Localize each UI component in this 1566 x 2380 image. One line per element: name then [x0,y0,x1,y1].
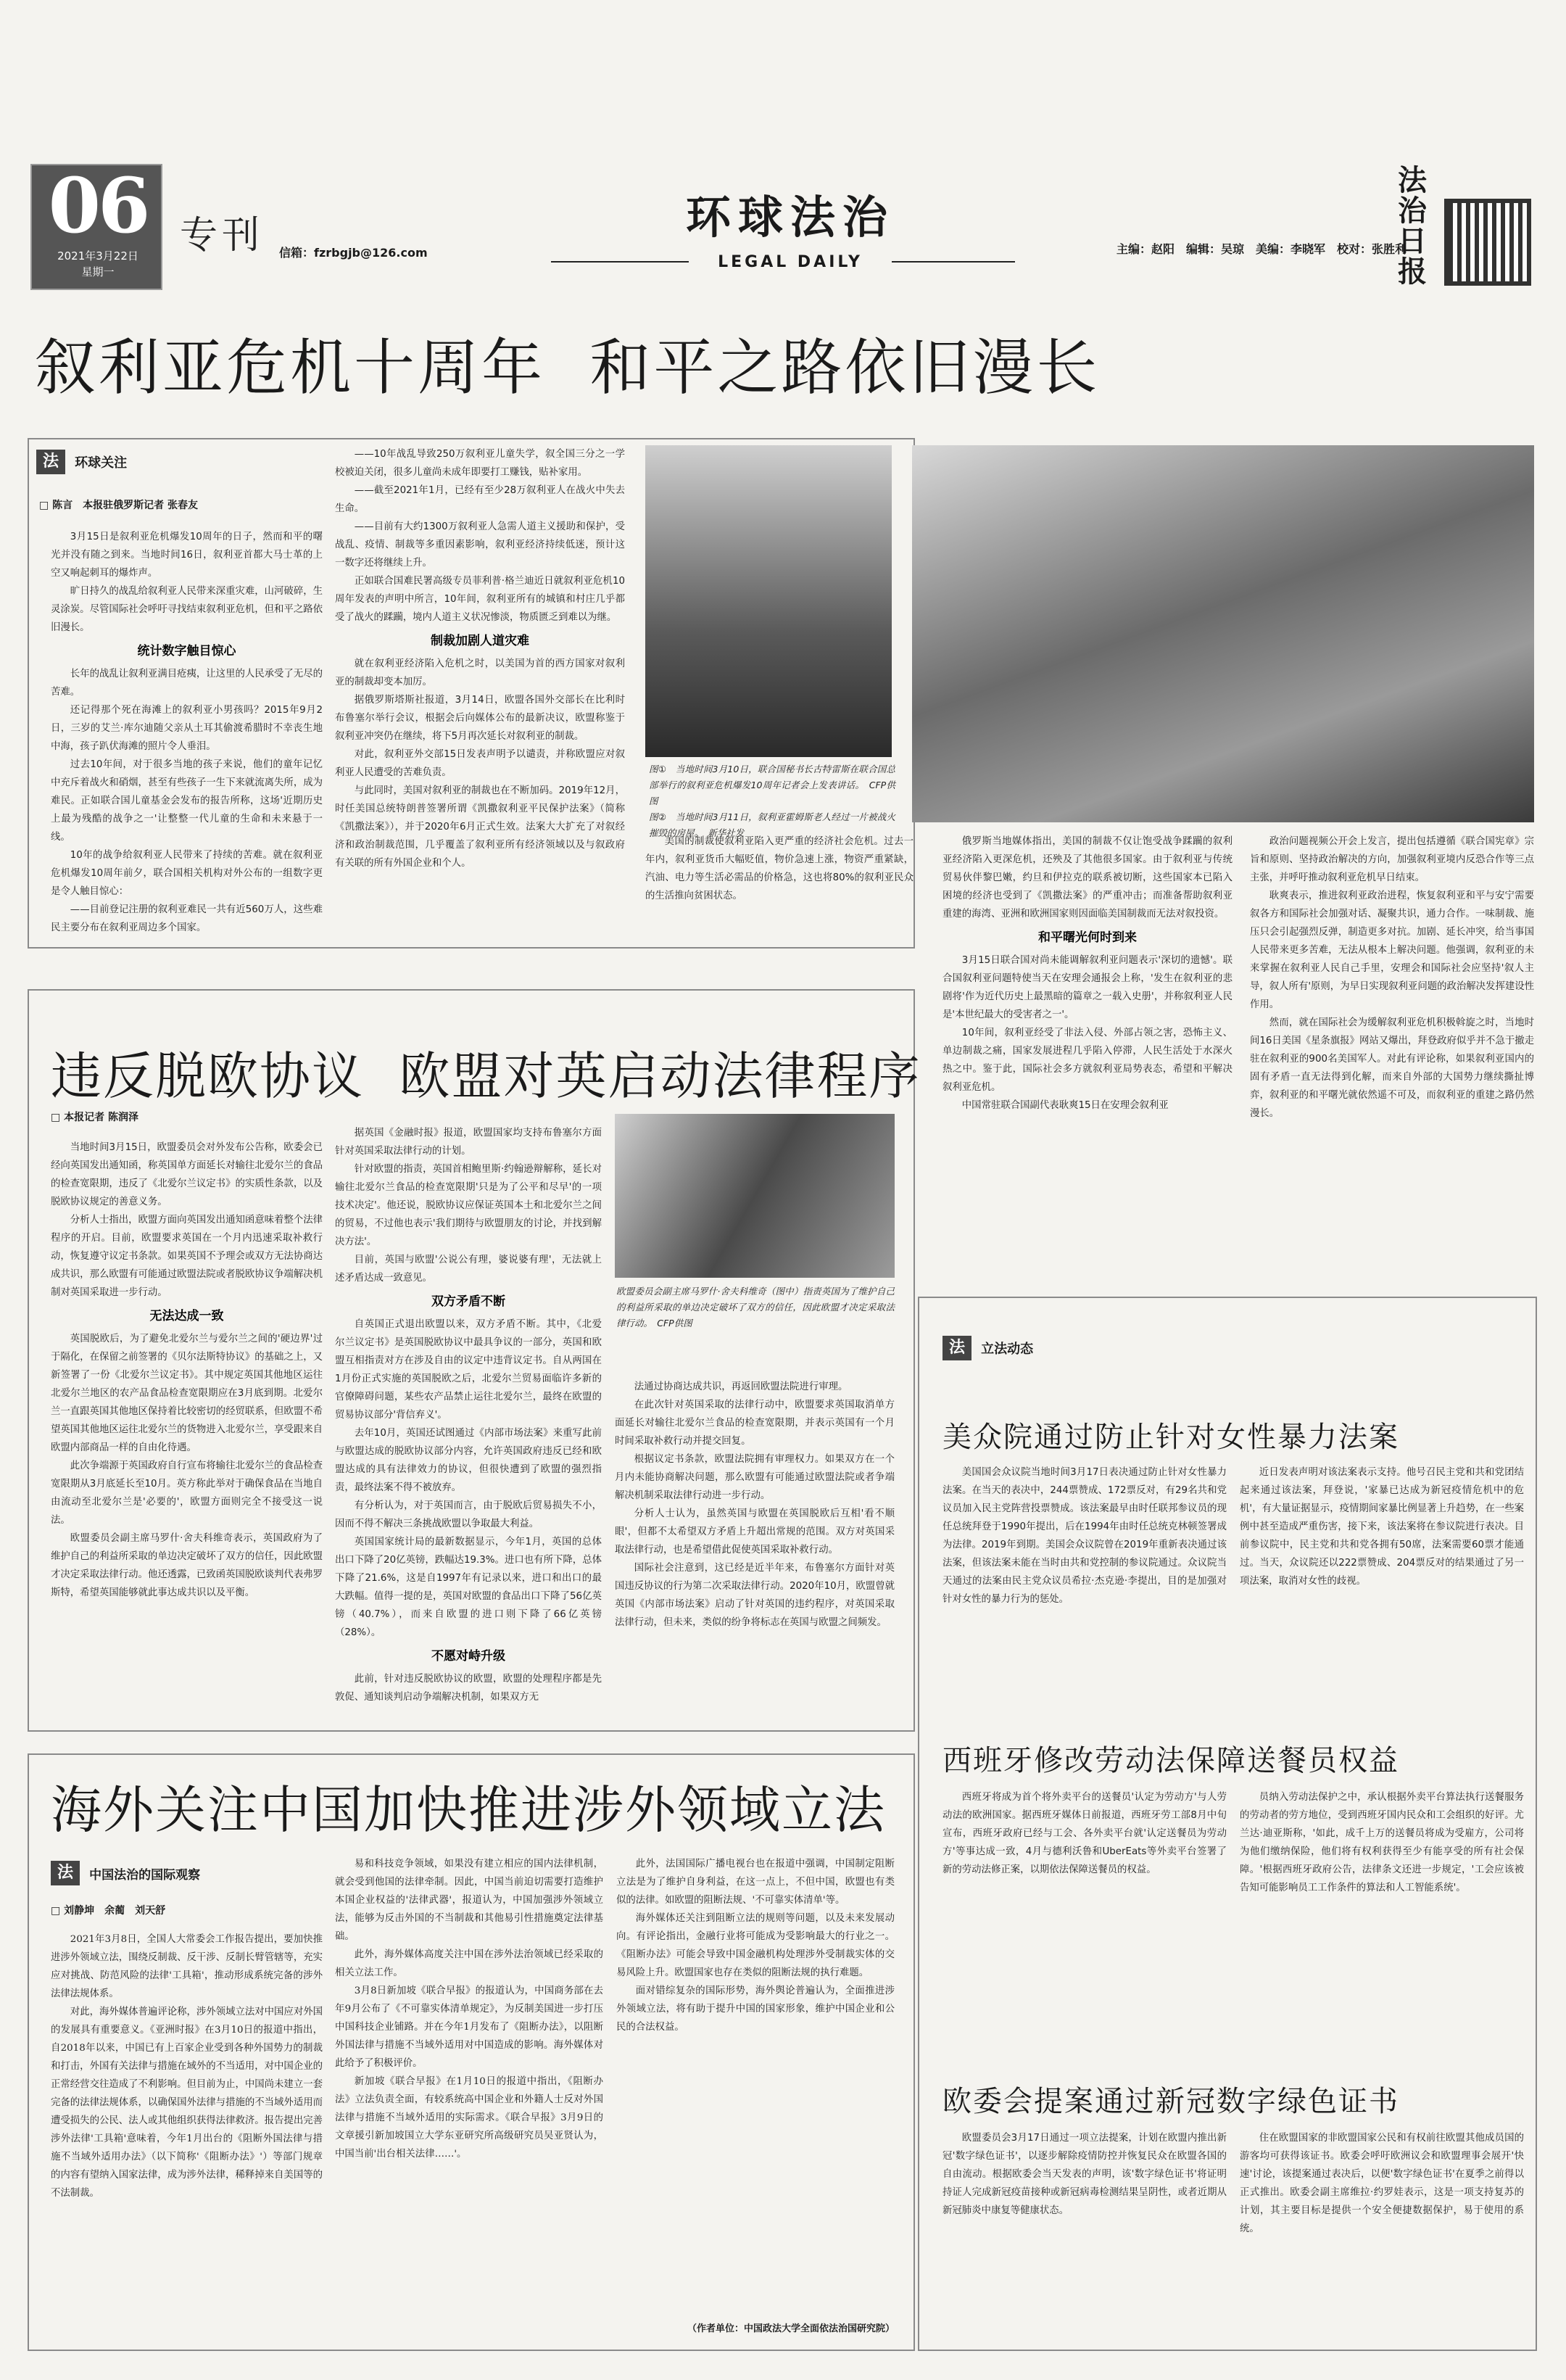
es-col1 [942,1788,1227,1879]
lead-photo-caption: 图① 当地时间3月10日，联合国秘书长古特雷斯在联合国总部举行的叙利亚危机爆发10周年记者会上发表讲话。 CFP供图 图② 当地时间3月11日，叙利亚霍姆斯老人经过一片被战火摧毁的房屋。 新华社发 [649,764,895,838]
es-headline: 西班牙修改劳动法保障送餐员权益 [942,1744,1399,1777]
qr-code-icon[interactable] [1449,203,1527,281]
eu-cert-col2 [1240,2129,1524,2238]
foreign-byline: □ 刘静坤 余蔺 刘天舒 [51,1905,166,1917]
paragraph: 就在叙利亚经济陷入危机之时，以美国为首的西方国家对叙利亚的制裁却变本加厉。 [335,658,625,687]
eu-headline: 违反脱欧协议 欧盟对英启动法律程序 [51,1046,921,1106]
paragraph: 2021年3月8日，全国人大常委会工作报告提出，要加快推进涉外领域立法，围绕反制裁、反干涉、反制长臂管辖等，充实应对挑战、防范风险的法律'工具箱'，推动形成系统完备的涉外法律法规体系。 [51,1934,323,1999]
paragraph: 国际社会注意到，这已经是近半年来，布鲁塞尔方面针对英国违反协议的行为第二次采取法律行动。2020年10月，欧盟曾就英国《内部市场法案》启动了针对英国的违约程序，对英国采取法律行动，但未来，类似的纷争将标志在英国与欧盟之间频发。 [615,1563,895,1628]
column-label: 中国法治的国际观察 [89,1867,201,1883]
paragraph: 长年的战乱让叙利亚满目疮痍，让这里的人民承受了无尽的苦难。 [51,669,323,698]
paper-logo: 法治日报 [1398,164,1427,289]
paragraph: ——目前有大约1300万叙利亚人急需人道主义援助和保护，受战乱、疫情、制裁等多重因素影响，叙利亚经济持续低迷，预计这一数字还将继续上升。 [335,521,625,569]
paragraph: 还记得那个死在海滩上的叙利亚小男孩吗？2015年9月2日，三岁的艾兰·库尔迪随父亲从土耳其偷渡希腊时不幸丧生地中海，孩子趴伏海滩的照片令人垂泪。 [51,705,323,752]
eu-cert-col1 [942,2129,1227,2220]
paragraph: 3月15日是叙利亚危机爆发10周年的日子，然而和平的曙光并没有随之到来。当地时间16日，叙利亚首都大马士革的上空又响起刺耳的爆炸声。 [51,532,323,579]
paragraph: 分析人士指出，欧盟方面向英国发出通知函意味着整个法律程序的开启。目前，欧盟要求英国在一个月内迅速采取补救行动，恢复遵守议定书条款。如果英国不予理会或双方无法协商达成共识，那么欧盟有可能通过欧盟法院或者脱欧协议争端解决机制对英国采取进一步行动。 [51,1215,323,1298]
paragraph: 法通过协商达成共识，再返回欧盟法院进行审理。 [634,1381,848,1392]
paragraph: 近日发表声明对该法案表示支持。他号召民主党和共和党团结起来通过该法案，拜登说，'家暴已达成为新冠疫情危机中的危机'，有大量证据显示，疫情期间家暴比例显著上升趋势，在一些案例中甚至造成严重伤害，接下来，该法案将在参议院进行表决。目前参议院中，民主党和共和党各拥有50席，法案需要60票才能通过。当天，众议院还以222票赞成、204票反对的结果通过了另一项法案，取消对女性的歧视。 [1240,1467,1525,1587]
photo-homs-ruins [912,445,1534,822]
eu-cert-headline: 欧委会提案通过新冠数字绿色证书 [942,2085,1399,2118]
column-icon: 法 [942,1336,972,1360]
paragraph: 在此次针对英国采取的法律行动中，欧盟要求英国取消单方面延长对输往北爱尔兰食品的检查宽限期，并表示英国有一个月时间采取补救行动并提交回复。 [615,1400,895,1447]
editor-line: 主编：赵阳 编辑：吴琼 美编：李晓军 校对：张胜利 [1116,242,1407,256]
paragraph: 针对欧盟的指责，英国首相鲍里斯·约翰逊辩解称，延长对输往北爱尔兰食品的检查宽限期'只是为了公平和尽早'的一项技术决定'。他还说，脱欧协议应保证英国本土和北爱尔兰之间的贸易，不过他也表示'我们期待与欧盟朋友的讨论，并找到解决方法'。 [335,1164,602,1247]
paragraph: 欧盟委员会副主席马罗什·舍夫科维奇表示，英国政府为了维护自己的利益所采取的单边决定破坏了双方的信任，因此欧盟才决定采取法律行动。他还透露，已致函英国脱欧谈判代表弗罗斯特，希望英国能够就此事达成共识以及平衡。 [51,1533,323,1598]
lead-col4 [942,832,1232,1115]
lead-col5 [1250,832,1534,1123]
subhead-peace: 和平曙光何时到来 [1038,930,1137,945]
paragraph: 面对错综复杂的国际形势，海外舆论普遍认为，全面推进涉外领域立法，将有助于提升中国的国家形象，维护中国企业和公民的合法权益。 [616,1986,895,2033]
paragraph: ——目前登记注册的叙利亚难民一共有近560万人，这些难民主要分布在叙利亚周边多个国家。 [51,904,323,933]
paragraph: 当地时间3月15日，欧盟委员会对外发布公告称，欧委会已经向英国发出通知函，称英国单方面延长对输往北爱尔兰的食品的检查宽限期，违反了《北爱尔兰议定书》的实质性条款，以及脱欧协议规定的善意义务。 [51,1142,323,1207]
photo-guterres [645,445,892,757]
paragraph: 此外，法国国际广播电视台也在报道中强调，中国制定阻断立法是为了维护自身利益，在这一点上，不但中国，欧盟也有类似的法律。如欧盟的阻断法规、'不可靠实体清单'等。 [616,1859,895,1906]
column-icon: 法 [51,1861,80,1885]
paragraph: 易和科技竞争领域，如果没有建立相应的国内法律机制，就会受到他国的法律牵制。因此，中国当前迫切需要打造维护本国企业权益的'法律武器'，报道认为，中国加强涉外领域立法，能够为反击外国的不当制裁和其他易引性措施奠定法律基础。 [335,1859,603,1942]
eu-col1 [51,1139,323,1602]
paragraph: 去年10月，英国还试图通过《内部市场法案》来重写此前与欧盟达成的脱欧协议部分内容，允许英国政府违反已经和欧盟达成的具有法律效力的协议，但很快遭到了欧盟的强烈指责，最终法案不得不被放弃。 [335,1428,602,1493]
lead-headline: 叙利亚危机十周年 和平之路依旧漫长 [35,332,1101,403]
paragraph: 员纳入劳动法保护之中，承认根据外卖平台算法执行送餐服务的劳动者的劳方地位，受到西班牙国内民众和工会组织的好评。尤兰达·迪亚斯称，'如此，成千上万的送餐员将成为受雇方，公司将为他们缴纳保险，他们将有权利获得至少有能享受的所有社会保障。'根据西班牙政府公告，法律条文还进一步规定，'工会应该被告知可能影响员工工作条件的算法和人工智能系统'。 [1240,1792,1524,1893]
paragraph: 正如联合国难民署高级专员菲利普·格兰迪近日就叙利亚危机10周年发表的声明中所言，10年间，叙利亚所有的城镇和村庄几乎都受了战火的蹂躏，境内人道主义状况惨淡，物质匮乏到难以为继。 [335,576,625,623]
paragraph: 对此，海外媒体普遍评论称，涉外领域立法对中国应对外国的发展具有重要意义。《亚洲时报》在3月10日的报道中指出，自2018年以来，中国已有上百家企业受到各种外国势力的制裁和打击，外国有关法律与措施在域外的不当适用，对中国企业的正常经营交往造成了不利影响。但目前为止，中国尚未建立一套完备的法律法规体系，以确保国外法律与措施的不当域外适用而遭受损失的公民、法人或其他组织获得法律救济。报告提出完善涉外法律'工具箱'意味着，今年1月出台的《阻断外国法律与措施不当域外适用办法》（以下简称'《阻断办法》'）等部门规章的内容有望纳入国家法律，成为涉外法律，稀释掉来自美国等的不法制裁。 [51,2007,323,2199]
page-date: 2021年3月22日 [57,249,138,263]
eu-byline: □ 本报记者 陈润泽 [51,1112,138,1123]
paragraph: 过去10年间，对于很多当地的孩子来说，他们的童年记忆中充斥着战火和硝烟，甚至有些孩子一生下来就流离失所，成为难民。正如联合国儿童基金会发布的报告所称，这场'近期历史上最为残酷的战争之一'让整整一代儿童的生命和未来悬于一线。 [51,759,323,843]
subhead-conflicts: 双方矛盾不断 [431,1294,505,1309]
paragraph: ——截至2021年1月，已经有至少28万叙利亚人在战火中失去生命。 [335,485,625,514]
paragraph: 10年间，叙利亚经受了非法入侵、外部占领之害，恐怖主义、单边制裁之痛，国家发展进程几乎陷入停滞，人民生活处于水深火热之中。鉴于此，国际社会多方就叙利亚局势表态，希望和平解决叙利亚危机。 [942,1028,1232,1093]
paragraph: 据英国《金融时报》报道，欧盟国家均支持布鲁塞尔方面针对英国采取法律行动的计划。 [335,1128,602,1157]
lead-column-tag [36,450,127,474]
paragraph: 政治问题视频公开会上发言，提出包括遵循《联合国宪章》宗旨和原则、坚持政治解决的方向，加强叙利亚境内反恐合作等三点主张，并呼吁推动叙利亚危机早日结束。 [1250,836,1534,883]
paragraph: 此次争端源于英国政府自行宣布将输往北爱尔兰的食品检查宽限期从3月底延长至10月。英方称此举对于确保食品在当地自由流动至北爱尔兰是'必要的'，欧盟方面则完全不接受这一说法。 [51,1460,323,1526]
foreign-headline: 海外关注中国加快推进涉外领域立法 [51,1780,886,1840]
paragraph: 中国常驻联合国副代表耿爽15日在安理会叙利亚 [961,1100,1169,1111]
paragraph: 海外媒体还关注到阻断立法的规则等问题，以及未来发展动向。有评论指出，金融行业将可能成为受影响最大的行业之一。《阻断办法》可能会导致中国金融机构处理涉外受制裁实体的交易风险上升。欧盟国家也存在类似的阻断法规的执行难题。 [616,1913,895,1978]
column-label: 环球关注 [75,455,128,471]
paragraph: 分析人士认为，虽然英国与欧盟在英国脱欧后互相'看不顺眼'，但都不太希望双方矛盾上升超出常规的范围。双方对英国采取法律行动，也是希望借此促使英国采取补救行动。 [615,1508,895,1555]
paragraph: 旷日持久的战乱给叙利亚人民带来深重灾难，山河破碎，生灵涂炭。尽管国际社会呼吁寻找结束叙利亚危机，但和平之路依旧漫长。 [51,586,323,633]
lead-col3 [645,832,914,905]
paragraph: 西班牙将成为首个将外卖平台的送餐员'认定为劳动方'与人劳动法的欧洲国家。据西班牙媒体日前报道，西班牙劳工部8月中旬宣布，西班牙政府已经与工会、各外卖平台就'认定送餐员为劳动方'等事达成一致，4月与德利沃鲁和UberEats等外卖平台签署了新的劳动法修正案，以期依法保障送餐员的权益。 [942,1792,1227,1875]
paragraph: 住在欧盟国家的非欧盟国家公民和有权前往欧盟其他成员国的游客均可获得该证书。欧委会呼吁欧洲议会和欧盟理事会展开'快速'讨论，该提案通过表决后，以便'数字绿色证书'在夏季之前得以正式推出。欧委会副主席维拉·约罗娃表示，这是一项支持复苏的计划，其主要目标是提供一个安全便捷数据保护，易于使用的系统。 [1240,2133,1524,2234]
page-weekday: 星期一 [81,265,115,278]
foreign-col1 [51,1930,323,2202]
paragraph: 此外，海外媒体高度关注中国在涉外法治领域已经采取的相关立法工作。 [335,1949,603,1978]
lead-col2 [335,445,625,872]
us-col2 [1240,1463,1524,1590]
email-line: 信箱：fzrbgjb@126.com [279,246,428,260]
paragraph: 目前，英国与欧盟'公说公有理，婆说婆有理'，无法就上述矛盾达成一致意见。 [335,1255,602,1284]
paragraph: 对此，叙利亚外交部15日发表声明予以谴责，并称欧盟应对叙利亚人民遭受的苦难负责。 [335,749,625,778]
paragraph: 英国国家统计局的最新数据显示，今年1月，英国的总体出口下降了20亿英镑，跌幅达19.3%。进口也有所下降，总体下降了21.6%，这是自1997年有记录以来，进口和出口的最大跌幅。值得一提的是，英国对欧盟的食品出口下降了56亿英镑（40.7%），而来自欧盟的进口则下降了66亿英镑（28%）。 [335,1537,602,1638]
es-col2 [1240,1788,1524,1897]
paragraph: 自英国正式退出欧盟以来，双方矛盾不断。其中，《北爱尔兰议定书》是英国脱欧协议中最具争议的一部分，英国和欧盟互相指责对方在涉及自由的议定中违背议定书。自从两国在1月份正式实施的英国脱欧之后，北爱尔兰贸易面临许多新的官僚障碍问题，某些农产品禁止运往北爱尔兰，最终在欧盟的贸易协议部分'背信弃义'。 [335,1319,602,1421]
paragraph: 欧盟委员会3月17日通过一项立法提案，计划在欧盟内推出新冠'数字绿色证书'，以逐步解除疫情防控并恢复民众在欧盟各国的自由流动。根据欧委会当天发表的声明，该'数字绿色证书'将证明持证人完成新冠疫苗接种或新冠病毒检测结果呈阴性，或者近期从新冠肺炎中康复等健康状态。 [942,2133,1227,2216]
lead-byline: □ 陈言 本报驻俄罗斯记者 张春友 [39,500,198,511]
eu-col2 [335,1124,602,1706]
eu-photo-caption: 欧盟委员会副主席马罗什·舍夫科维奇（图中）指责英国为了维护自己的利益所采取的单边决定破坏了双方的信任，因此欧盟才决定采取法律行动。 CFP供图 [616,1286,895,1329]
paragraph: 与此同时，美国对叙利亚的制裁也在不断加码。2019年12月，时任美国总统特朗普签署所谓《凯撒叙利亚平民保护法案》（简称《凯撒法案》），并于2020年6月正式生效。法案大大扩充了对叙经济和政治制裁范围，几乎覆盖了叙利亚所有经济领域以及与叙政府有关联的所有外国企业和个人。 [335,785,625,869]
lead-col1 [51,528,323,937]
section-label: 专刊 [180,214,265,257]
foreign-column-tag [51,1861,200,1885]
subhead-statistics: 统计数字触目惊心 [137,644,236,658]
paragraph: 10年的战争给叙利亚人民带来了持续的苦难。就在叙利亚危机爆发10周年前夕，联合国相关机构对外公布的一组数字更是令人触目惊心： [51,850,323,897]
column-icon: 法 [36,450,65,474]
paragraph: 3月8日新加坡《联合早报》的报道认为，中国商务部在去年9月公布了《不可靠实体清单规定》，为反制美国进一步打压中国科技企业铺路。并在今年1月发布了《阻断办法》，以阻断外国法律与措施不当域外适用对中国造成的影响。海外媒体对此给予了积极评价。 [335,1986,603,2069]
photo-sefcovic [615,1114,895,1278]
subhead-no-escalation: 不愿对峙升级 [431,1649,505,1664]
paragraph: 3月15日联合国对尚未能调解叙利亚问题表示'深切的遗憾'。联合国叙利亚问题特使当天在安理会通报会上称，'发生在叙利亚的悲剧将'作为近代历史上最黑暗的篇章之一载入史册'，并称叙利亚人民是'本世纪最大的受害者之一'。 [942,955,1232,1020]
paragraph: 新加坡《联合早报》在1月10日的报道中指出，《阻断办法》立法负责全面，有较系统高中国企业和外籍人士反对外国法律与措施不当域外适用的实际需求。《联合早报》3月9日的文章援引新加坡国立大学东亚研究所高级研究员吴亚贤认为，中国当前'出台相关法律……'。 [335,2076,603,2160]
paragraph: 俄罗斯当地媒体指出，美国的制裁不仅让饱受战争蹂躏的叙利亚经济陷入更深危机，还殃及了其他很多国家。由于叙利亚与传统贸易伙伴黎巴嫩，约旦和伊拉克的联系被切断，这些国家本已陷入困境的经济也受到了《凯撒法案》的严重冲击；而准备帮助叙利亚重建的海湾、亚洲和欧洲国家则因面临美国制裁而无法对叙投资。 [942,836,1232,920]
masthead-subtitle: LEGAL DAILY [689,253,892,271]
masthead-title: 环球法治 [685,191,895,244]
subhead-sanctions: 制裁加剧人道灾难 [431,634,529,648]
foreign-col2 [335,1855,603,2163]
paragraph: 然而，就在国际社会为缓解叙利亚危机积极斡旋之时，当地时间16日美国《星条旗报》网站又爆出，拜登政府似乎并不急于撤走驻在叙利亚的900名美国军人。对此有评论称，如果叙利亚国内的固有矛盾一直无法得到化解，而来自外部的大国势力继续撕扯博弈，叙利亚的和平曙光就依然遥不可及，而叙利亚的重建之路仍然漫长。 [1250,1017,1534,1119]
paragraph: 美国的制裁使叙利亚陷入更严重的经济社会危机。过去一年内，叙利亚货币大幅贬值，物价急速上涨，物资严重紧缺，汽油、电力等生活必需品的价格急，这也将80%的叙利亚民众的生活推向贫困状态。 [645,836,914,901]
us-headline: 美众院通过防止针对女性暴力法案 [942,1421,1399,1454]
us-col1 [942,1463,1227,1608]
legis-column-tag [942,1336,1033,1360]
column-label: 立法动态 [981,1342,1034,1357]
foreign-col3 [616,1855,895,2036]
subhead-no-agreement: 无法达成一致 [149,1309,224,1323]
paragraph: 英国脱欧后，为了避免北爱尔兰与爱尔兰之间的'硬边界'过于隔化，在保留之前签署的《贝尔法斯特协议》的基础之上，又新签署了一份《北爱尔兰议定书》。其中规定英国其他地区运往北爱尔兰地区的农产品食品检查宽限期应在3月底到期。北爱尔兰一直跟英国其他地区保持着比较密切的经贸联系，但欧盟不希望英国其他地区运往北爱尔兰的货物进入北爱尔兰，享受跟来自欧盟内部商品一样的自由化待遇。 [51,1334,323,1453]
paragraph: 有分析认为，对于英国而言，由于脱欧后贸易损失不小，因而不得不解决三条挑战欧盟以争取最大利益。 [335,1500,602,1529]
paragraph: 美国国会众议院当地时间3月17日表决通过防止针对女性暴力法案。在当天的表决中，244票赞成、172票反对，有29名共和党议员加入民主党阵营投票赞成。该法案最早由时任联邦参议员的现任总统拜登于1990年提出，后在1994年由时任总统克林顿签署成为法律。2019年到期。美国会众议院曾在2019年重新表决通过该法案，但该法案未能在当时由共和党控制的参议院通过。众议院当天通过的法案由民主党众议员希拉·杰克逊·李提出，目的是加强对针对女性的暴力行为的惩处。 [942,1467,1227,1605]
paragraph: 此前，针对违反脱欧协议的欧盟，欧盟的处理程序都是先敦促、通知谈判启动争端解决机制，如果双方无 [335,1674,602,1703]
eu-col3 [615,1378,895,1632]
paragraph: 据俄罗斯塔斯社报道，3月14日，欧盟各国外交部长在比利时布鲁塞尔举行会议，根据会后向媒体公布的最新决议，欧盟称鉴于叙利亚冲突仍在继续，将下5月再次延长对叙利亚的制裁。 [335,695,625,742]
page-number: 06 [48,161,148,250]
paragraph: 根据议定书条款，欧盟法院拥有审理权力。如果双方在一个月内未能协商解决问题，那么欧盟有可能通过欧盟法院或者争端解决机制采取法律行动进一步行动。 [615,1454,895,1501]
paragraph: ——10年战乱导致250万叙利亚儿童失学，叙全国三分之一学校被迫关闭，很多儿童尚未成年即要打工赚钱，贴补家用。 [335,449,625,478]
paragraph: 耿爽表示，推进叙利亚政治进程，恢复叙利亚和平与安宁需要叙各方和国际社会加强对话、凝聚共识，通力合作。一味制裁、施压只会引起强烈反弹，制造更多对抗。加剧、延长冲突，给当事国人民带来更多苦难，无法从根本上解决问题。他强调，叙利亚的未来掌握在叙利亚人民自己手里，安理会和国际社会应坚持'叙人主导，叙人所有'原则，为早日实现叙利亚问题的政治解决发挥建设性作用。 [1250,891,1535,1010]
foreign-author: （作者单位：中国政法大学全面依法治国研究院） [687,2323,895,2334]
